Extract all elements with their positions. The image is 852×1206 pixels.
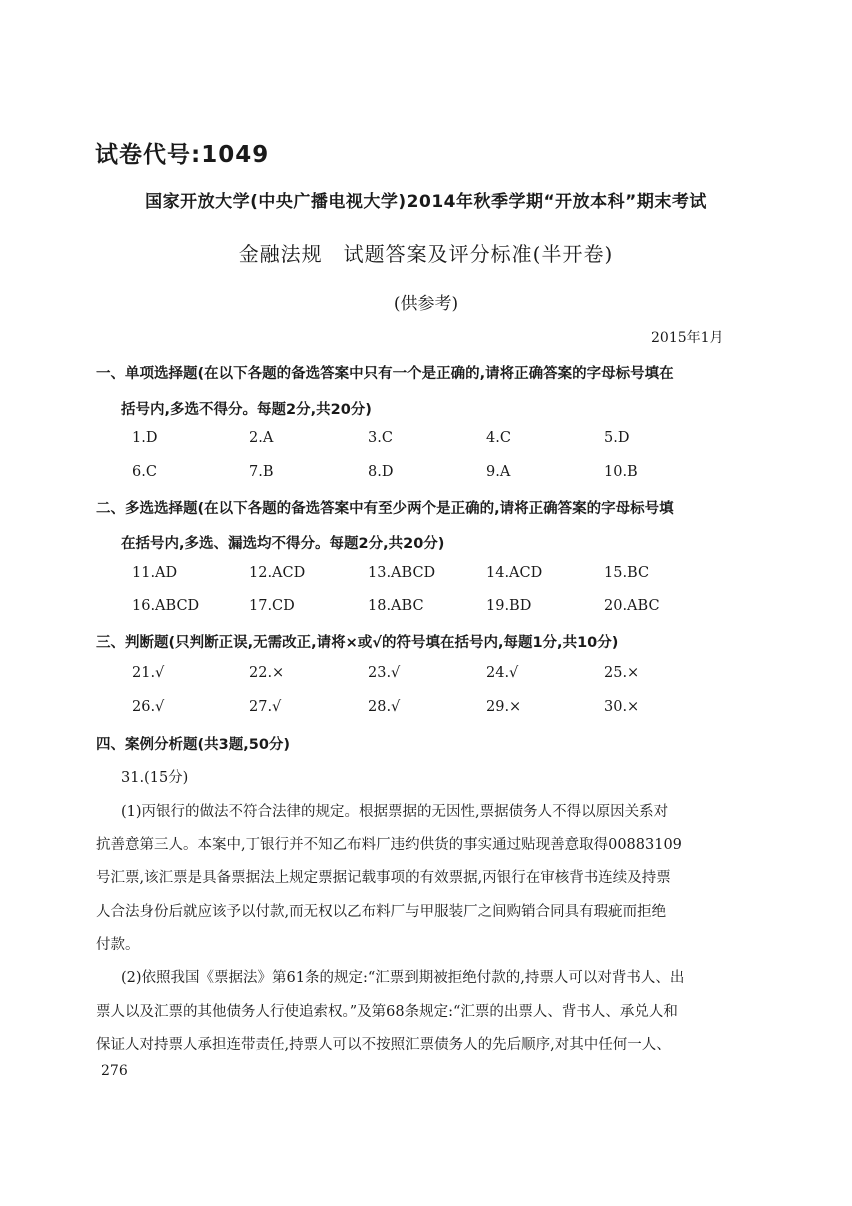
section2-heading: 二、多选选择题(在以下各题的备选答案中有至少两个是正确的,请将正确答案的字母标号填 bbox=[96, 501, 674, 517]
paper-code: 试卷代号:1049 bbox=[95, 142, 270, 168]
answer-item: 24.√ bbox=[486, 665, 519, 681]
answer-item: 23.√ bbox=[368, 665, 401, 681]
answer-item: 6.C bbox=[132, 464, 157, 480]
answer-item: 15.BC bbox=[604, 565, 650, 581]
answer-row bbox=[0, 598, 852, 620]
answer-item: 8.D bbox=[368, 464, 394, 480]
page-number: 276 bbox=[101, 1063, 128, 1079]
answer-row bbox=[0, 665, 852, 687]
answer-item: 30.× bbox=[604, 699, 640, 715]
exam-title: 国家开放大学(中央广播电视大学)2014年秋季学期“开放本科”期末考试 bbox=[145, 192, 707, 212]
answer-item: 13.ABCD bbox=[368, 565, 436, 581]
paragraph-line: 号汇票,该汇票是具备票据法上规定票据记载事项的有效票据,丙银行在审核背书连续及持票 bbox=[96, 870, 671, 886]
answer-item: 19.BD bbox=[486, 598, 532, 614]
answer-row bbox=[0, 430, 852, 452]
answer-item: 29.× bbox=[486, 699, 522, 715]
section3-heading: 三、判断题(只判断正误,无需改正,请将×或√的符号填在括号内,每题1分,共10分) bbox=[96, 635, 619, 651]
answer-item: 28.√ bbox=[368, 699, 401, 715]
answer-item: 20.ABC bbox=[604, 598, 660, 614]
answer-item: 11.AD bbox=[132, 565, 178, 581]
paragraph-line: 付款。 bbox=[96, 937, 140, 953]
paragraph-line: 抗善意第三人。本案中,丁银行并不知乙布料厂违约供货的事实通过贴现善意取得00883109 bbox=[96, 837, 682, 853]
subtitle: 金融法规 试题答案及评分标准(半开卷) bbox=[238, 242, 614, 266]
answer-item: 26.√ bbox=[132, 699, 165, 715]
section4-heading: 四、案例分析题(共3题,50分) bbox=[96, 737, 291, 753]
answer-item: 16.ABCD bbox=[132, 598, 200, 614]
answer-item: 7.B bbox=[249, 464, 274, 480]
paragraph-line: 人合法身份后就应该予以付款,而无权以乙布料厂与甲服装厂之间购销合同具有瑕疵而拒绝 bbox=[96, 904, 667, 920]
answer-item: 12.ACD bbox=[249, 565, 306, 581]
question-number: 31.(15分) bbox=[121, 770, 189, 786]
paragraph-line: (1)丙银行的做法不符合法律的规定。根据票据的无因性,票据债务人不得以原因关系对 bbox=[121, 804, 669, 820]
answer-item: 18.ABC bbox=[368, 598, 424, 614]
answer-item: 5.D bbox=[604, 430, 630, 446]
reference-note: (供参考) bbox=[393, 294, 459, 314]
answer-item: 14.ACD bbox=[486, 565, 543, 581]
exam-date: 2015年1月 bbox=[651, 330, 724, 346]
paragraph-line: (2)依照我国《票据法》第61条的规定:“汇票到期被拒绝付款的,持票人可以对背书人、出 bbox=[121, 970, 685, 986]
section2-heading-cont: 在括号内,多选、漏选均不得分。每题2分,共20分) bbox=[121, 536, 445, 552]
paragraph-line: 票人以及汇票的其他债务人行使追索权。”及第68条规定:“汇票的出票人、背书人、承兑人和 bbox=[96, 1004, 678, 1020]
answer-item: 10.B bbox=[604, 464, 638, 480]
answer-item: 21.√ bbox=[132, 665, 165, 681]
answer-row bbox=[0, 699, 852, 721]
answer-row bbox=[0, 464, 852, 486]
answer-item: 2.A bbox=[249, 430, 274, 446]
section1-heading: 一、单项选择题(在以下各题的备选答案中只有一个是正确的,请将正确答案的字母标号填在 bbox=[96, 366, 674, 382]
paragraph-line: 保证人对持票人承担连带责任,持票人可以不按照汇票债务人的先后顺序,对其中任何一人、 bbox=[96, 1037, 671, 1053]
answer-item: 4.C bbox=[486, 430, 511, 446]
answer-row bbox=[0, 565, 852, 587]
answer-item: 25.× bbox=[604, 665, 640, 681]
answer-item: 3.C bbox=[368, 430, 393, 446]
answer-item: 9.A bbox=[486, 464, 511, 480]
answer-item: 27.√ bbox=[249, 699, 282, 715]
answer-item: 1.D bbox=[132, 430, 158, 446]
section1-heading-cont: 括号内,多选不得分。每题2分,共20分) bbox=[121, 402, 372, 418]
answer-item: 17.CD bbox=[249, 598, 295, 614]
answer-item: 22.× bbox=[249, 665, 285, 681]
